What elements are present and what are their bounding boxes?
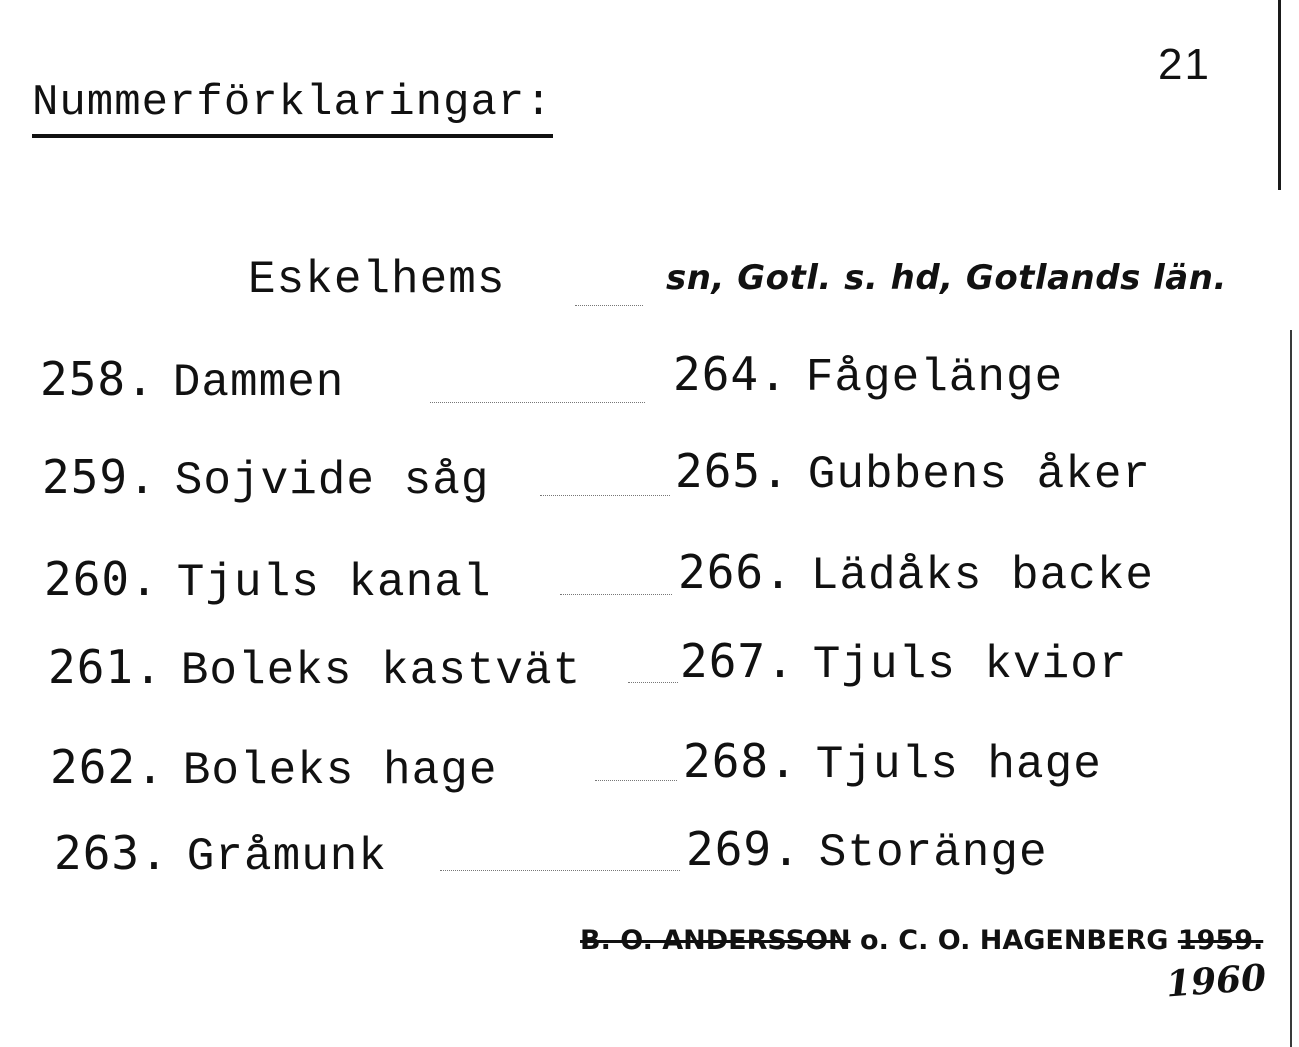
list-item	[40, 352, 344, 409]
dotted-rule	[430, 402, 645, 403]
entry-name: Tjuls hage	[815, 739, 1102, 791]
entry-number: 265.	[675, 444, 790, 498]
conjunction: o.	[860, 925, 889, 956]
entry-number: 259.	[42, 450, 157, 504]
dotted-rule	[628, 682, 678, 683]
entry-number: 264.	[673, 347, 788, 401]
entry-name: Dammen	[172, 357, 345, 409]
dotted-rule	[595, 780, 677, 781]
list-item	[54, 826, 387, 883]
list-item	[42, 450, 489, 507]
list-item	[683, 734, 1102, 791]
list-item	[680, 634, 1127, 691]
card-edge	[1290, 330, 1292, 1047]
struck-year: 1959.	[1177, 925, 1264, 956]
handwritten-year: 1960	[1164, 956, 1268, 1006]
entry-number: 262.	[50, 740, 165, 794]
entry-name: Boleks hage	[182, 745, 498, 797]
printed-location: sn, Gotl. s. hd, Gotlands län.	[666, 258, 1227, 298]
entry-number: 261.	[48, 640, 163, 694]
list-item	[675, 444, 1151, 501]
dotted-rule	[575, 305, 643, 306]
dotted-rule	[440, 870, 680, 871]
parish-name: Eskelhems	[248, 254, 506, 306]
card-edge	[1278, 0, 1281, 190]
entry-number: 266.	[678, 545, 793, 599]
entry-name: Fågelänge	[805, 352, 1064, 404]
list-item	[48, 640, 581, 697]
list-item	[50, 740, 497, 797]
entry-name: Boleks kastvät	[180, 645, 582, 697]
entry-number: 258.	[40, 352, 155, 406]
entry-name: Tjuls kvior	[812, 639, 1128, 691]
list-item	[678, 545, 1154, 602]
author-name: C. O. HAGENBERG	[898, 925, 1169, 956]
dotted-rule	[540, 495, 670, 496]
page-number: 21	[1158, 40, 1211, 89]
entry-name: Gråmunk	[186, 831, 388, 883]
entry-name: Lädåks backe	[810, 550, 1155, 602]
dotted-rule	[560, 594, 672, 595]
entry-number: 269.	[686, 822, 801, 876]
entry-name: Storänge	[818, 827, 1048, 879]
entry-name: Tjuls kanal	[176, 557, 492, 609]
page-title: Nummerförklaringar:	[32, 78, 553, 138]
entry-name: Gubbens åker	[807, 449, 1152, 501]
entry-number: 260.	[44, 552, 159, 606]
entry-name: Sojvide såg	[174, 455, 490, 507]
entry-number: 267.	[680, 634, 795, 688]
attribution	[580, 925, 1263, 956]
list-item	[686, 822, 1048, 879]
struck-name: B. O. ANDERSSON	[580, 925, 851, 956]
entry-number: 263.	[54, 826, 169, 880]
entry-number: 268.	[683, 734, 798, 788]
list-item	[673, 347, 1063, 404]
list-item	[44, 552, 491, 609]
